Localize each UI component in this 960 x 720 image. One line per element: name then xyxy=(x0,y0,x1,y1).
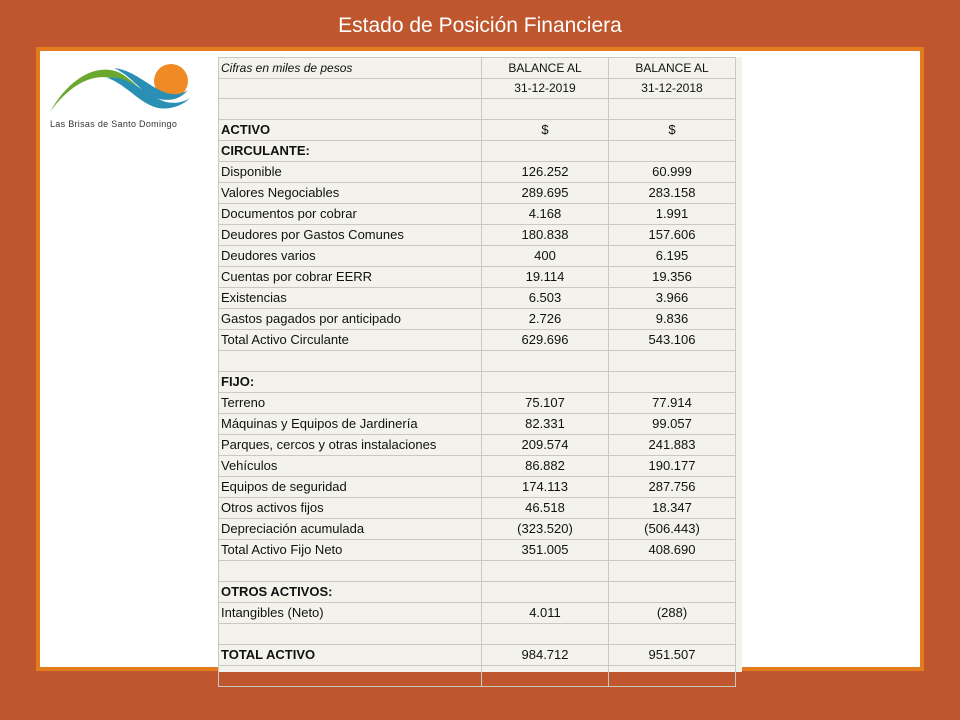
row-label: ACTIVO xyxy=(219,120,482,141)
table-row xyxy=(219,79,736,99)
value-2018: 60.999 xyxy=(609,162,736,183)
table-row xyxy=(219,624,736,645)
value-2018: 6.195 xyxy=(609,246,736,267)
row-label: Deudores varios xyxy=(219,246,482,267)
value-2018: 1.991 xyxy=(609,204,736,225)
value-2018: 157.606 xyxy=(609,225,736,246)
table-row xyxy=(219,183,736,204)
value-2018: BALANCE AL xyxy=(609,58,736,79)
value-2019: 400 xyxy=(482,246,609,267)
value-2019: 209.574 xyxy=(482,435,609,456)
row-label: Cuentas por cobrar EERR xyxy=(219,267,482,288)
value-2019: 174.113 xyxy=(482,477,609,498)
value-2018: 241.883 xyxy=(609,435,736,456)
table-row xyxy=(219,414,736,435)
table-row xyxy=(219,58,736,79)
table-row xyxy=(219,372,736,393)
row-label: Máquinas y Equipos de Jardinería xyxy=(219,414,482,435)
table-row xyxy=(219,141,736,162)
value-2018: 9.836 xyxy=(609,309,736,330)
value-2018: 77.914 xyxy=(609,393,736,414)
value-2018: 283.158 xyxy=(609,183,736,204)
row-label: Equipos de seguridad xyxy=(219,477,482,498)
value-2018 xyxy=(609,372,736,393)
value-2019 xyxy=(482,666,609,687)
value-2018: 408.690 xyxy=(609,540,736,561)
value-2019: BALANCE AL xyxy=(482,58,609,79)
value-2019: 180.838 xyxy=(482,225,609,246)
row-label: Total Activo Fijo Neto xyxy=(219,540,482,561)
table-row xyxy=(219,519,736,540)
value-2019 xyxy=(482,351,609,372)
row-label: Disponible xyxy=(219,162,482,183)
value-2018: 18.347 xyxy=(609,498,736,519)
value-2019 xyxy=(482,141,609,162)
value-2018 xyxy=(609,141,736,162)
value-2019: 289.695 xyxy=(482,183,609,204)
table-row xyxy=(219,351,736,372)
value-2019: 6.503 xyxy=(482,288,609,309)
row-label: Gastos pagados por anticipado xyxy=(219,309,482,330)
table-row xyxy=(219,225,736,246)
table-row xyxy=(219,645,736,666)
row-label xyxy=(219,624,482,645)
value-2019: 46.518 xyxy=(482,498,609,519)
value-2018 xyxy=(609,99,736,120)
row-label xyxy=(219,351,482,372)
value-2019 xyxy=(482,99,609,120)
value-2019: 984.712 xyxy=(482,645,609,666)
value-2019: 86.882 xyxy=(482,456,609,477)
row-label: Parques, cercos y otras instalaciones xyxy=(219,435,482,456)
row-label: Valores Negociables xyxy=(219,183,482,204)
value-2018: 99.057 xyxy=(609,414,736,435)
value-2019: 4.011 xyxy=(482,603,609,624)
table-row xyxy=(219,99,736,120)
table-row xyxy=(219,309,736,330)
row-label: CIRCULANTE: xyxy=(219,141,482,162)
value-2018 xyxy=(609,624,736,645)
value-2019: 82.331 xyxy=(482,414,609,435)
value-2018 xyxy=(609,351,736,372)
table-row xyxy=(219,561,736,582)
value-2019 xyxy=(482,582,609,603)
value-2019: $ xyxy=(482,120,609,141)
row-label: Vehículos xyxy=(219,456,482,477)
table-row xyxy=(219,288,736,309)
row-label xyxy=(219,99,482,120)
row-label xyxy=(219,79,482,99)
value-2019 xyxy=(482,372,609,393)
value-2018: 31-12-2018 xyxy=(609,79,736,99)
row-label: Total Activo Circulante xyxy=(219,330,482,351)
value-2019: (323.520) xyxy=(482,519,609,540)
row-label: Depreciación acumulada xyxy=(219,519,482,540)
table-row xyxy=(219,204,736,225)
value-2019 xyxy=(482,561,609,582)
row-label xyxy=(219,561,482,582)
table-row xyxy=(219,120,736,141)
value-2018: 951.507 xyxy=(609,645,736,666)
value-2018: 19.356 xyxy=(609,267,736,288)
table-row xyxy=(219,162,736,183)
table-row xyxy=(219,435,736,456)
table-row xyxy=(219,666,736,687)
value-2018: (288) xyxy=(609,603,736,624)
value-2018 xyxy=(609,582,736,603)
table-row xyxy=(219,498,736,519)
slide-title: Estado de Posición Financiera xyxy=(338,14,622,37)
row-label: Terreno xyxy=(219,393,482,414)
value-2019: 2.726 xyxy=(482,309,609,330)
value-2019: 629.696 xyxy=(482,330,609,351)
value-2019: 19.114 xyxy=(482,267,609,288)
table-row xyxy=(219,330,736,351)
table-row xyxy=(219,393,736,414)
brand-logo-text: Las Brisas de Santo Domingo xyxy=(50,119,178,129)
row-label: OTROS ACTIVOS: xyxy=(219,582,482,603)
row-label: Deudores por Gastos Comunes xyxy=(219,225,482,246)
row-label: TOTAL ACTIVO xyxy=(219,645,482,666)
row-label: FIJO: xyxy=(219,372,482,393)
value-2018: (506.443) xyxy=(609,519,736,540)
row-label: Documentos por cobrar xyxy=(219,204,482,225)
value-2019: 126.252 xyxy=(482,162,609,183)
table-row xyxy=(219,456,736,477)
value-2019: 31-12-2019 xyxy=(482,79,609,99)
value-2018: 287.756 xyxy=(609,477,736,498)
value-2018 xyxy=(609,666,736,687)
row-label: Otros activos fijos xyxy=(219,498,482,519)
value-2019: 4.168 xyxy=(482,204,609,225)
row-label xyxy=(219,666,482,687)
value-2018 xyxy=(609,561,736,582)
row-label: Existencias xyxy=(219,288,482,309)
value-2018: 543.106 xyxy=(609,330,736,351)
table-row xyxy=(219,246,736,267)
value-2019: 351.005 xyxy=(482,540,609,561)
value-2018: $ xyxy=(609,120,736,141)
table-row xyxy=(219,477,736,498)
balance-table xyxy=(218,57,736,687)
value-2018: 190.177 xyxy=(609,456,736,477)
value-2019 xyxy=(482,624,609,645)
table-row xyxy=(219,540,736,561)
value-2018: 3.966 xyxy=(609,288,736,309)
row-label: Intangibles (Neto) xyxy=(219,603,482,624)
value-2019: 75.107 xyxy=(482,393,609,414)
table-row xyxy=(219,267,736,288)
table-row xyxy=(219,603,736,624)
row-label: Cifras en miles de pesos xyxy=(219,58,482,79)
table-row xyxy=(219,582,736,603)
